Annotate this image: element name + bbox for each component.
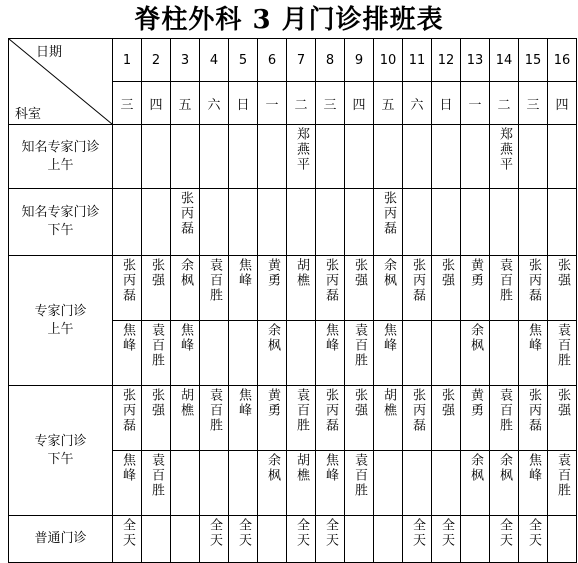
weekday [374,82,403,125]
schedule-cell [461,189,490,256]
schedule-cell [142,321,171,386]
day-number-text: 8 [325,52,335,68]
day-number [548,39,577,82]
day-number [258,39,287,82]
schedule-cell [316,451,345,516]
weekday-text: 五 [381,97,395,113]
schedule-cell [345,451,374,516]
schedule-cell [548,125,577,189]
day-number [113,39,142,82]
schedule-cell [316,125,345,189]
schedule-cell-text: 焦峰 [526,453,541,483]
schedule-cell-text: 全天 [410,518,425,548]
weekday-text: 日 [439,97,453,113]
schedule-cell [142,516,171,563]
day-number-text: 7 [296,52,306,68]
row-label [9,125,113,189]
schedule-cell-text: 全天 [120,518,135,548]
schedule-cell-text: 焦峰 [120,453,135,483]
schedule-row [9,125,577,189]
schedule-cell [490,321,519,386]
schedule-cell-text: 张强 [439,388,454,418]
schedule-cell [171,386,200,451]
schedule-cell [142,125,171,189]
schedule-cell [490,189,519,256]
weekday [171,82,200,125]
schedule-cell [171,321,200,386]
schedule-cell [432,125,461,189]
row-label [9,189,113,256]
weekday-text: 六 [207,97,221,113]
schedule-cell [519,256,548,321]
schedule-cell-text: 胡樵 [381,388,396,418]
schedule-cell [113,386,142,451]
row-label [9,516,113,563]
schedule-cell [258,189,287,256]
schedule-cell [142,386,171,451]
day-number [171,39,200,82]
schedule-cell [316,321,345,386]
schedule-cell [461,451,490,516]
weekday [461,82,490,125]
schedule-cell [258,516,287,563]
schedule-cell-text: 郑燕平 [294,127,309,172]
schedule-cell [461,125,490,189]
schedule-cell-text: 余枫 [381,258,396,288]
schedule-cell [432,256,461,321]
weekday [142,82,171,125]
schedule-cell-text: 胡樵 [294,258,309,288]
schedule-cell-text: 袁百胜 [207,258,222,303]
schedule-cell-text: 袁百胜 [352,323,367,368]
schedule-cell-text: 张丙磊 [526,258,541,303]
schedule-cell [200,516,229,563]
schedule-cell [519,451,548,516]
schedule-cell-text: 焦峰 [323,323,338,353]
schedule-cell [461,516,490,563]
row-label-text: 专家门诊 下午 [34,433,87,467]
schedule-cell-text: 张强 [555,388,570,418]
schedule-cell [432,386,461,451]
schedule-cell-text: 张丙磊 [120,258,135,303]
day-number [345,39,374,82]
schedule-cell [229,386,258,451]
row-label [9,256,113,386]
schedule-cell [403,451,432,516]
schedule-cell-text: 袁百胜 [352,453,367,498]
schedule-cell [229,516,258,563]
schedule-cell-text: 全天 [236,518,251,548]
schedule-cell [374,125,403,189]
schedule-cell [345,189,374,256]
schedule-cell [403,125,432,189]
schedule-cell [113,451,142,516]
date-label: 日期 [35,45,62,60]
weekday-text: 日 [236,97,250,113]
schedule-cell [229,321,258,386]
schedule-cell-text: 全天 [207,518,222,548]
weekday-text: 三 [120,97,134,113]
schedule-cell [432,189,461,256]
schedule-cell-text: 张强 [149,258,164,288]
schedule-cell-text: 袁百胜 [555,323,570,368]
schedule-cell [519,321,548,386]
schedule-cell [200,189,229,256]
day-number [287,39,316,82]
schedule-cell [287,189,316,256]
schedule-cell [461,256,490,321]
schedule-table [8,38,577,563]
schedule-row [9,516,577,563]
schedule-cell [171,189,200,256]
day-number-text: 16 [553,52,571,68]
weekday [200,82,229,125]
day-number-text: 12 [437,52,455,68]
schedule-cell [287,451,316,516]
schedule-cell-text: 余枫 [178,258,193,288]
weekday [113,82,142,125]
schedule-cell [490,516,519,563]
day-number-text: 5 [238,52,248,68]
schedule-cell [316,516,345,563]
schedule-cell-text: 张强 [555,258,570,288]
schedule-cell-text: 全天 [497,518,512,548]
schedule-cell [519,189,548,256]
schedule-cell [432,516,461,563]
day-number-text: 10 [379,52,397,68]
schedule-cell-text: 袁百胜 [149,323,164,368]
schedule-cell [287,386,316,451]
schedule-cell [258,451,287,516]
day-number-text: 9 [354,52,364,68]
schedule-cell-text: 黄勇 [468,388,483,418]
schedule-cell [490,256,519,321]
schedule-cell [258,321,287,386]
schedule-cell [432,451,461,516]
day-number-text: 14 [495,52,513,68]
schedule-cell [171,451,200,516]
schedule-cell [113,256,142,321]
day-number [142,39,171,82]
schedule-cell-text: 袁百胜 [294,388,309,433]
schedule-cell [345,516,374,563]
schedule-cell [345,321,374,386]
schedule-cell [374,451,403,516]
schedule-cell-text: 全天 [526,518,541,548]
weekday [316,82,345,125]
header-row-dates [9,39,577,82]
schedule-cell [374,256,403,321]
day-number-text: 2 [151,52,161,68]
schedule-cell [171,125,200,189]
schedule-cell-text: 张丙磊 [526,388,541,433]
schedule-cell-text: 黄勇 [265,258,280,288]
schedule-cell [229,256,258,321]
schedule-cell-text: 余枫 [468,453,483,483]
schedule-cell [519,386,548,451]
schedule-cell-text: 袁百胜 [497,258,512,303]
day-number [200,39,229,82]
schedule-cell-text: 张丙磊 [323,388,338,433]
weekday [403,82,432,125]
schedule-cell [113,516,142,563]
schedule-cell-text: 张丙磊 [120,388,135,433]
weekday-text: 一 [468,97,482,113]
schedule-cell [171,256,200,321]
schedule-cell [113,189,142,256]
schedule-cell [548,386,577,451]
schedule-cell [229,125,258,189]
day-number-text: 4 [209,52,219,68]
schedule-cell [519,516,548,563]
schedule-cell [113,321,142,386]
day-number-text: 6 [267,52,277,68]
schedule-cell [258,386,287,451]
schedule-row [9,189,577,256]
schedule-cell-text: 袁百胜 [497,388,512,433]
schedule-cell [316,256,345,321]
weekday-text: 四 [352,97,366,113]
row-label-text: 知名专家门诊 下午 [21,205,100,238]
weekday [258,82,287,125]
row-label-text: 专家门诊 上午 [34,303,87,337]
schedule-cell [287,256,316,321]
day-number-text: 11 [408,52,426,68]
schedule-cell-text: 全天 [294,518,309,548]
weekday [287,82,316,125]
schedule-cell [548,189,577,256]
schedule-cell [171,516,200,563]
row-label-text: 知名专家门诊 上午 [21,139,100,173]
schedule-cell [403,386,432,451]
schedule-cell [345,125,374,189]
day-number [490,39,519,82]
day-number [316,39,345,82]
schedule-cell-text: 余枫 [265,323,280,353]
row-label-text: 普通门诊 [34,531,87,546]
schedule-cell [548,321,577,386]
schedule-cell [403,256,432,321]
day-number [432,39,461,82]
schedule-cell-text: 郑燕平 [497,127,512,172]
schedule-cell-text: 张丙磊 [381,191,396,236]
weekday-text: 三 [526,97,540,113]
schedule-cell-text: 全天 [323,518,338,548]
weekday-text: 四 [555,97,569,113]
schedule-cell [548,516,577,563]
schedule-cell [200,321,229,386]
schedule-cell-text: 焦峰 [120,323,135,353]
day-number-text: 13 [466,52,484,68]
schedule-cell [287,125,316,189]
schedule-cell [200,125,229,189]
schedule-cell [490,125,519,189]
day-number-text: 3 [180,52,190,68]
schedule-cell [374,189,403,256]
header-corner-cell [9,39,113,125]
schedule-cell [374,321,403,386]
day-number [403,39,432,82]
weekday-text: 六 [410,97,424,113]
schedule-cell-text: 张丙磊 [178,191,193,236]
schedule-cell [200,256,229,321]
schedule-cell-text: 全天 [439,518,454,548]
weekday-text: 四 [149,97,163,113]
schedule-cell [432,321,461,386]
schedule-cell [374,516,403,563]
schedule-cell [113,125,142,189]
schedule-cell [374,386,403,451]
schedule-cell [548,256,577,321]
day-number [461,39,490,82]
day-number [229,39,258,82]
page-title: 脊柱外科 3 月门诊排班表 [134,5,444,35]
schedule-cell-text: 袁百胜 [555,453,570,498]
schedule-cell [229,189,258,256]
schedule-cell [403,189,432,256]
schedule-cell [200,386,229,451]
schedule-cell-text: 焦峰 [236,258,251,288]
schedule-cell [142,189,171,256]
schedule-cell-text: 张丙磊 [323,258,338,303]
schedule-row [9,256,577,321]
day-number-text: 1 [122,52,132,68]
schedule-cell-text: 焦峰 [323,453,338,483]
schedule-row [9,386,577,451]
schedule-cell-text: 张丙磊 [410,258,425,303]
schedule-cell [490,451,519,516]
schedule-cell [316,189,345,256]
day-number [374,39,403,82]
schedule-cell [200,451,229,516]
schedule-cell [316,386,345,451]
schedule-cell [461,321,490,386]
weekday-text: 三 [323,97,337,113]
schedule-cell [519,125,548,189]
schedule-cell-text: 余枫 [468,323,483,353]
schedule-cell-text: 焦峰 [178,323,193,353]
schedule-cell-text: 张强 [352,388,367,418]
weekday [229,82,258,125]
schedule-cell-text: 袁百胜 [207,388,222,433]
weekday [548,82,577,125]
day-number-text: 15 [524,52,542,68]
schedule-cell-text: 黄勇 [265,388,280,418]
weekday [519,82,548,125]
schedule-cell [142,451,171,516]
schedule-cell-text: 焦峰 [526,323,541,353]
schedule-cell-text: 焦峰 [236,388,251,418]
schedule-cell [403,321,432,386]
weekday-text: 二 [497,97,511,113]
dept-label: 科室 [15,107,42,122]
schedule-cell-text: 黄勇 [468,258,483,288]
schedule-cell-text: 胡樵 [294,453,309,483]
weekday-text: 一 [265,97,279,113]
schedule-cell-text: 余枫 [497,453,512,483]
schedule-cell-text: 张丙磊 [410,388,425,433]
weekday [432,82,461,125]
row-label [9,386,113,516]
schedule-cell [403,516,432,563]
weekday-text: 五 [178,97,192,113]
schedule-cell [345,386,374,451]
schedule-cell-text: 张强 [439,258,454,288]
schedule-cell-text: 焦峰 [381,323,396,353]
schedule-cell-text: 张强 [352,258,367,288]
weekday-text: 二 [294,97,308,113]
schedule-cell [345,256,374,321]
schedule-cell [548,451,577,516]
schedule-cell-text: 袁百胜 [149,453,164,498]
schedule-cell [142,256,171,321]
schedule-cell [461,386,490,451]
schedule-cell [287,516,316,563]
weekday [490,82,519,125]
weekday [345,82,374,125]
schedule-cell [287,321,316,386]
schedule-cell [258,125,287,189]
schedule-cell-text: 余枫 [265,453,280,483]
day-number [519,39,548,82]
schedule-cell-text: 张强 [149,388,164,418]
schedule-cell [490,386,519,451]
schedule-cell-text: 胡樵 [178,388,193,418]
schedule-cell [229,451,258,516]
schedule-cell [258,256,287,321]
